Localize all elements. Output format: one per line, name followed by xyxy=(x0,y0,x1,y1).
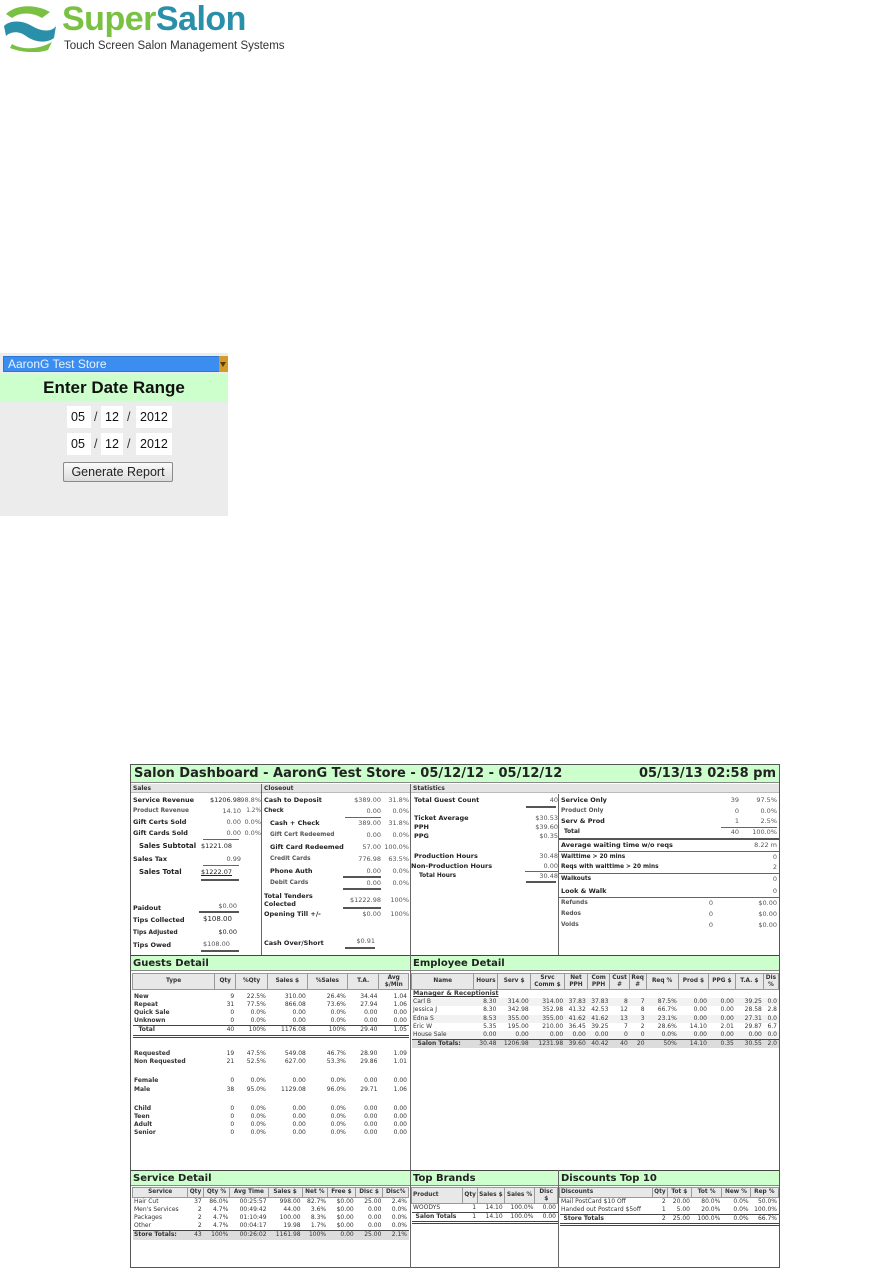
table-row: Repeat 31 77.5% 866.08 73.6% 27.94 1.06 xyxy=(134,1000,407,1008)
table-total-row: Salon Totals 1 14.10 100.0% 0.00 xyxy=(412,1213,558,1223)
table-row: Hair Cut 37 86.0% 00:25:57 998.00 82.7% $0.00 25.00 2.4% xyxy=(134,1197,407,1205)
start-year-input[interactable] xyxy=(136,406,172,428)
table-row: Mail PostCard $10 Off 2 20.00 80.0% 0.0% 50.0% xyxy=(561,1197,777,1205)
table-row: Men's Services 2 4.7% 00:49:42 44.00 3.6% $0.00 0.00 0.0% xyxy=(134,1205,407,1213)
table-row: New 9 22.5% 310.00 26.4% 34.44 1.04 xyxy=(134,992,407,1000)
table-row: Adult 0 0.0% 0.00 0.0% 0.00 0.00 xyxy=(134,1121,407,1129)
table-row: Quick Sale 0 0.0% 0.00 0.0% 0.00 0.00 xyxy=(134,1008,407,1016)
service-detail-table xyxy=(132,1187,409,1240)
date-separator: / xyxy=(94,410,98,424)
date-separator: / xyxy=(127,410,131,424)
table-header-row: Product Qty Sales $ Sales % Disc $ xyxy=(412,1188,558,1204)
table-row[interactable]: Carl B 8.30 314.00 314.00 37.83 37.83 8 7 87.5% 0.00 0.00 39.25 0.0 xyxy=(413,998,777,1006)
dashboard-header xyxy=(131,765,779,783)
sales-section-label: Sales xyxy=(131,784,261,793)
guests-detail-header: Guests Detail xyxy=(131,956,410,971)
table-row[interactable]: Edna S 8.53 355.00 355.00 41.62 41.62 13 3 23.1% 0.00 0.00 27.31 0.0 xyxy=(413,1014,777,1022)
table-row: Female 0 0.0% 0.00 0.0% 0.00 0.00 xyxy=(134,1077,407,1085)
logo-wordmark: SuperSalon xyxy=(62,0,246,38)
table-row: Non Requested 21 52.5% 627.00 53.3% 29.86 1.01 xyxy=(134,1058,407,1066)
table-row: Other 2 4.7% 00:04:17 19.98 1.7% $0.00 0.00 0.0% xyxy=(134,1222,407,1230)
end-month-input[interactable] xyxy=(67,433,91,455)
table-row[interactable]: Eric W 5.35 195.00 210.00 36.45 39.25 7 2 28.6% 14.10 2.01 29.87 6.7 xyxy=(413,1022,777,1030)
divider xyxy=(558,794,559,955)
salon-dashboard: Salon Dashboard - AaronG Test Store - 05/12/12 - 05/12/12 05/13/13 02:58 pm Sales Closeout Statistics Service Revenue $1206.98 98.8% Product Revenue 14.10 1.2% Gift Certs Sold 0.00 0.0% Gift Cards Sold 0.00 0.0% Sales Subtotal $1221.08 Sales Tax 0.99 Sales Total $1222.07 Paidout $0.00 Tips Collected $108.00 Tips Adjusted $0.00 Tips Owed $108.00 Cash to Deposit $389.00 31.8% Check 0.00 0.0% Cash + Check 389.00 31.8% Gift Cert Redeemed 0.00 0.0% Gift Card Redeemed 57.00 100.0% Credit Cards 776.98 63.5% Phone Auth 0.00 0.0% Debit Cards 0.00 0.0% Total Tenders Colected $1222.98 100% Opening Till +/- $0.00 100% Cash Over/Short $0.91 Total Guest Count 40 Ticket Average $30.53 PPH $39.60 PPG $0.35 Production Hours 30.48 Non-Production Hours 0.00 Total Hours 30.48 Service Only 39 97.5% Product Only 0 0.0% Serv & Prod 1 2.5% Total 40 100.0% Average waiting time w/o reqs 8.22 m Waittime > 20 mins 0 Reqs with waittime > 20 mins 2 Walkouts 0 Look & Walk 0 Refunds 0 $0.00 Redos 0 $0.00 Voids 0 $0.00 Guests Detail Type Qty %Qty Sales $ %Sales T.A. Avg $/Min New 9 22.5% 310.00 26.4% 34.44 1.04 Repeat 31 77.5% 866.08 73.6% 27.94 1.06 Quick Sale 0 0.0% 0.00 0.0% 0.00 0.00 Unknown 0 0.0% 0.00 0.0% 0.00 0.00 Total 40 100% 1176.08 100% 29.40 1.05 Requested 19 47.5% 549.08 46.7% 28.90 1.09 Non Requested 21 52.5% 627.00 53.3% 29.86 1.01 Female 0 0.0% 0.00 0.0% 0.00 0.00 Male 38 95.0% 1129.08 96.0% 29.71 1.06 Child 0 0.0% 0.00 0.0% 0.00 0.00 Teen 0 0.0% 0.00 0.0% 0.00 0.00 Adult 0 0.0% 0.00 0.0% 0.00 0.00 Senior 0 0.0% 0.00 0.0% 0.00 0.00 Employee Detail Name Hours Serv $ Srvc Comm $ Net PPH Com PPH Cust # Req # Req % Prod $ PPG $ T.A. $ Dis % Manager & Receptionist Carl B 8.30 314.00 314.00 37.83 37.83 8 7 87.5% 0.00 0.00 39.25 0.0 Jessica J 8.30 342.98 352.98 41.32 42.53 12 8 66.7% 0.00 0.00 28.58 2.8 Edna S 8.53 355.00 355.00 41.62 41.62 13 3 23.1% 0.00 0.00 27.31 0.0 Eric W 5.35 195.00 210.00 36.45 39.25 7 2 28.6% 14.10 2.01 29.87 6.7 House Sale 0.00 0.00 0.00 0.00 0.00 0 0 0.0% 0.00 0.00 0.00 0.0 Salon Totals: 30.48 1206.98 1231.98 39.60 40.42 40 20 50% 14.10 0.35 30.55 2.0 Service Detail Service Qty Qty % Avg Time Sales $ Net % Free $ Disc $ Disc% Hair Cut 37 86.0% 00:25:57 998.00 82.7% $0.00 25.00 2.4% Men's Services 2 4.7% 00:49:42 44.00 3.6% $0.00 0.00 0.0% Packages 2 4.7% 01:10:49 100.00 8.3% $0.00 0.00 0.0% Other 2 4.7% 00:04:17 19.98 1.7% $0.00 0.00 0.0% Store Totals: 43 100% 00:26:02 1161.98 100% 0.00 25.00 2.1% Top Brands Product Qty Sales $ Sales % Disc $ WOODYS 1 14.10 100.0% 0.00 Salon Totals 1 14.10 100.0% 0.00 Discounts Top 10 Discounts Qty Tot $ Tot % New % Rep % Mail PostCard $10 Off 2 20.00 80.0% 0.0% 50.0% Handed out Postcard $5off 1 5.00 20.0% 0.0% 100.0% Store Totals 2 25.00 100.0% 0.0% 66.7% xyxy=(130,764,780,1268)
date-separator: / xyxy=(94,437,98,451)
dashboard-timestamp: 05/13/13 02:58 pm xyxy=(638,766,776,781)
guests-detail-table xyxy=(132,973,409,1138)
table-row: Requested 19 47.5% 549.08 46.7% 28.90 1.09 xyxy=(134,1050,407,1058)
table-row: Handed out Postcard $5off 1 5.00 20.0% 0.0% 100.0% xyxy=(561,1205,777,1213)
table-row: Teen 0 0.0% 0.00 0.0% 0.00 0.00 xyxy=(134,1113,407,1121)
start-day-input[interactable] xyxy=(101,406,123,428)
generate-report-button[interactable]: Generate Report xyxy=(63,462,173,482)
table-total-row: Total 40 100% 1176.08 100% 29.40 1.05 xyxy=(133,1026,409,1036)
table-row: Male 38 95.0% 1129.08 96.0% 29.71 1.06 xyxy=(134,1085,407,1093)
statistics-section-label: Statistics xyxy=(411,784,779,793)
discounts-header: Discounts Top 10 xyxy=(559,1171,779,1186)
table-header-row: Name Hours Serv $ Srvc Comm $ Net PPH Com PPH Cust # Req # Req % Prod $ PPG $ T.A. $ Dis % xyxy=(412,974,779,990)
date-separator: / xyxy=(127,437,131,451)
dropdown-arrow-icon[interactable] xyxy=(219,356,228,372)
table-total-row: Store Totals: 43 100% 00:26:02 1161.98 100% 0.00 25.00 2.1% xyxy=(134,1231,407,1239)
date-range-panel xyxy=(0,353,228,516)
table-row[interactable]: House Sale 0.00 0.00 0.00 0.00 0.00 0 0 0.0% 0.00 0.00 0.00 0.0 xyxy=(413,1031,777,1039)
discounts-table xyxy=(559,1187,779,1226)
end-day-input[interactable] xyxy=(101,433,123,455)
table-total-row: Store Totals 2 25.00 100.0% 0.0% 66.7% xyxy=(560,1214,779,1224)
date-range-title: Enter Date Range xyxy=(0,374,228,402)
start-date-row xyxy=(67,406,177,428)
table-total-row: Salon Totals: 30.48 1206.98 1231.98 39.60 40.42 40 20 50% 14.10 0.35 30.55 2.0 xyxy=(412,1040,779,1049)
closeout-section-label: Closeout xyxy=(262,784,410,793)
employee-group-row: Manager & Receptionist xyxy=(413,990,499,997)
table-row: Packages 2 4.7% 01:10:49 100.00 8.3% $0.00 0.00 0.0% xyxy=(134,1213,407,1221)
supersalon-swirl-icon xyxy=(2,4,58,52)
table-row: Child 0 0.0% 0.00 0.0% 0.00 0.00 xyxy=(134,1104,407,1112)
store-select[interactable]: AaronG Test Store xyxy=(3,356,221,372)
top-brands-table xyxy=(411,1187,558,1224)
employee-detail-header: Employee Detail xyxy=(411,956,779,971)
table-header-row: Type Qty %Qty Sales $ %Sales T.A. Avg $/Min xyxy=(133,974,409,990)
start-month-input[interactable] xyxy=(67,406,91,428)
top-brands-header: Top Brands xyxy=(411,1171,558,1186)
table-row[interactable]: Jessica J 8.30 342.98 352.98 41.32 42.53 12 8 66.7% 0.00 0.00 28.58 2.8 xyxy=(413,1006,777,1014)
table-row: Unknown 0 0.0% 0.00 0.0% 0.00 0.00 xyxy=(134,1017,407,1025)
table-row: Senior 0 0.0% 0.00 0.0% 0.00 0.00 xyxy=(134,1129,407,1137)
table-header-row: Discounts Qty Tot $ Tot % New % Rep % xyxy=(560,1188,779,1198)
logo-tagline: Touch Screen Salon Management Systems xyxy=(64,40,285,52)
end-year-input[interactable] xyxy=(136,433,172,455)
table-header-row: Service Qty Qty % Avg Time Sales $ Net % Free $ Disc $ Disc% xyxy=(133,1188,409,1198)
divider xyxy=(261,784,262,955)
service-detail-header: Service Detail xyxy=(131,1171,410,1186)
end-date-row xyxy=(67,433,177,455)
supersalon-logo xyxy=(0,2,290,54)
table-row: WOODYS 1 14.10 100.0% 0.00 xyxy=(413,1204,556,1211)
dashboard-title: Salon Dashboard - AaronG Test Store - 05/12/12 - 05/12/12 xyxy=(134,766,563,781)
employee-detail-table xyxy=(411,973,779,1048)
